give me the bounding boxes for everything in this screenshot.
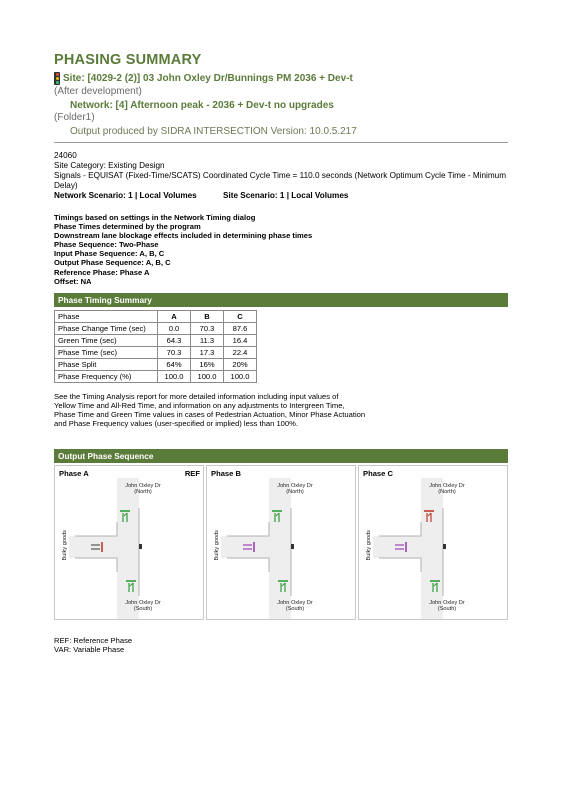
note-line: See the Timing Analysis report for more detailed information including input values of: [54, 391, 339, 401]
network-scenario: Network Scenario: 1 | Local Volumes: [54, 191, 197, 200]
north-south-road: [269, 478, 291, 619]
output-phase-sequence-header: Output Phase Sequence: [54, 449, 508, 463]
row-label: Phase Time (sec): [55, 346, 158, 358]
site-category: Site Category: Existing Design: [54, 161, 165, 170]
note-line: Phase Time and Green Time values in cases of Pedestrian Actuation, Minor Phase Actuation: [54, 410, 366, 420]
north-approach-label: [113, 483, 173, 496]
site-title: Site: [4029-2 (2)] 03 John Oxley Dr/Bunnings PM 2036 + Dev-t: [63, 73, 353, 84]
table-cell: 64%: [158, 358, 191, 370]
table-row: [55, 322, 257, 334]
table-cell: 64.3: [158, 334, 191, 346]
table-cell: 20%: [224, 358, 257, 370]
table-cell: 100.0: [158, 370, 191, 382]
timing-line: Downstream lane blockage effects included in determining phase times: [54, 231, 313, 241]
table-cell: 70.3: [158, 346, 191, 358]
west-approach-label: Bulky goods: [213, 529, 220, 561]
intersection-diagram: [55, 478, 203, 619]
west-road: [69, 536, 119, 558]
table-cell: 0.0: [158, 322, 191, 334]
column-header: Phase: [55, 310, 158, 322]
timing-line: Input Phase Sequence: A, B, C: [54, 249, 165, 259]
table-cell: 87.6: [224, 322, 257, 334]
south-approach-label-line: John Oxley Dr: [429, 599, 465, 606]
table-cell: 22.4: [224, 346, 257, 358]
table-header-row: [55, 310, 257, 322]
north-approach-label-line: John Oxley Dr: [277, 482, 313, 489]
south-approach-label-line: (South): [437, 606, 457, 613]
timing-settings: [54, 213, 508, 286]
phase-diagrams: [54, 465, 508, 620]
south-approach-label-line: John Oxley Dr: [277, 599, 313, 606]
site-info: [54, 151, 508, 201]
north-south-road: [117, 478, 139, 619]
phase-diagram: [358, 465, 508, 620]
column-header: B: [191, 310, 224, 322]
north-approach-label-line: (North): [438, 489, 456, 496]
timing-line: Offset: NA: [54, 276, 92, 286]
timing-line: Output Phase Sequence: A, B, C: [54, 258, 171, 268]
timing-line: Phase Times determined by the program: [54, 222, 201, 232]
intersection-diagram: [359, 478, 507, 619]
north-approach-label: [265, 483, 325, 496]
intersection-diagram: [207, 478, 355, 619]
table-row: [55, 370, 257, 382]
north-approach-label: [417, 483, 477, 496]
header-divider: [54, 142, 508, 143]
north-approach-label-line: John Oxley Dr: [429, 482, 465, 489]
table-cell: 17.3: [191, 346, 224, 358]
column-header: A: [158, 310, 191, 322]
row-label: Phase Change Time (sec): [55, 322, 158, 334]
north-approach-label-line: (North): [286, 489, 304, 496]
table-cell: 70.3: [191, 322, 224, 334]
signal-post: [291, 544, 294, 549]
row-label: Green Time (sec): [55, 334, 158, 346]
page-title: PHASING SUMMARY: [54, 52, 202, 68]
table-cell: 11.3: [191, 334, 224, 346]
ref-legend: REF: Reference Phase: [54, 635, 133, 645]
network-title: Network: [4] Afternoon peak - 2036 + Dev-t no upgrades: [70, 100, 334, 111]
site-scenario: Site Scenario: 1 | Local Volumes: [223, 191, 349, 200]
phase-timing-table: [54, 310, 257, 383]
signal-post: [139, 544, 142, 549]
timing-note: [54, 392, 508, 429]
phase-tag: REF: [184, 468, 200, 478]
table-row: [55, 334, 257, 346]
timing-line: Reference Phase: Phase A: [54, 267, 150, 277]
note-line: and Phase Frequency values (user-specified or implied) less than 100%.: [54, 419, 298, 429]
south-approach-label-line: (South): [133, 606, 153, 613]
site-id: 24060: [54, 151, 77, 160]
table-row: [55, 358, 257, 370]
report-page: [54, 52, 508, 654]
table-row: [55, 346, 257, 358]
phase-name: Phase B: [211, 468, 241, 478]
north-approach-label-line: (North): [134, 489, 152, 496]
row-label: Phase Split: [55, 358, 158, 370]
signal-post: [443, 544, 446, 549]
table-cell: 100.0: [191, 370, 224, 382]
table-cell: 100.0: [224, 370, 257, 382]
south-approach-label-line: John Oxley Dr: [125, 599, 161, 606]
phase-name: Phase C: [363, 468, 393, 478]
timing-line: Phase Sequence: Two-Phase: [54, 240, 159, 250]
table-cell: 16.4: [224, 334, 257, 346]
timing-line: Timings based on settings in the Network Timing dialog: [54, 213, 256, 222]
site-line: [54, 72, 508, 85]
row-label: Phase Frequency (%): [55, 370, 158, 382]
south-approach-label: [265, 600, 325, 613]
table-cell: 16%: [191, 358, 224, 370]
signals-info: Signals - EQUISAT (Fixed-Time/SCATS) Coordinated Cycle Time = 110.0 seconds (Network Optimum Cycle Time - Minimum Delay): [54, 171, 507, 190]
west-road: [373, 536, 423, 558]
var-legend: VAR: Variable Phase: [54, 644, 125, 654]
south-approach-label: [113, 600, 173, 613]
west-road: [221, 536, 271, 558]
phase-diagram: [206, 465, 356, 620]
north-approach-label-line: John Oxley Dr: [125, 482, 161, 489]
phase-name: Phase A: [59, 468, 89, 478]
legend-footer: [54, 636, 508, 654]
north-south-road: [421, 478, 443, 619]
network-subtitle: (Folder1): [54, 112, 95, 123]
produced-by: Output produced by SIDRA INTERSECTION Version: 10.0.5.217: [70, 126, 357, 137]
south-approach-label-line: (South): [285, 606, 305, 613]
phase-diagram: [54, 465, 204, 620]
scenario-line: [54, 191, 508, 201]
traffic-light-icon: [54, 72, 60, 85]
west-approach-label: Bulky goods: [61, 529, 68, 561]
west-approach-label: Bulky goods: [365, 529, 372, 561]
south-approach-label: [417, 600, 477, 613]
note-line: Yellow Time and All-Red Time, and information on any adjustments to Intergreen Time,: [54, 400, 345, 410]
column-header: C: [224, 310, 257, 322]
site-subtitle: (After development): [54, 86, 142, 97]
phase-timing-summary-header: Phase Timing Summary: [54, 293, 508, 307]
